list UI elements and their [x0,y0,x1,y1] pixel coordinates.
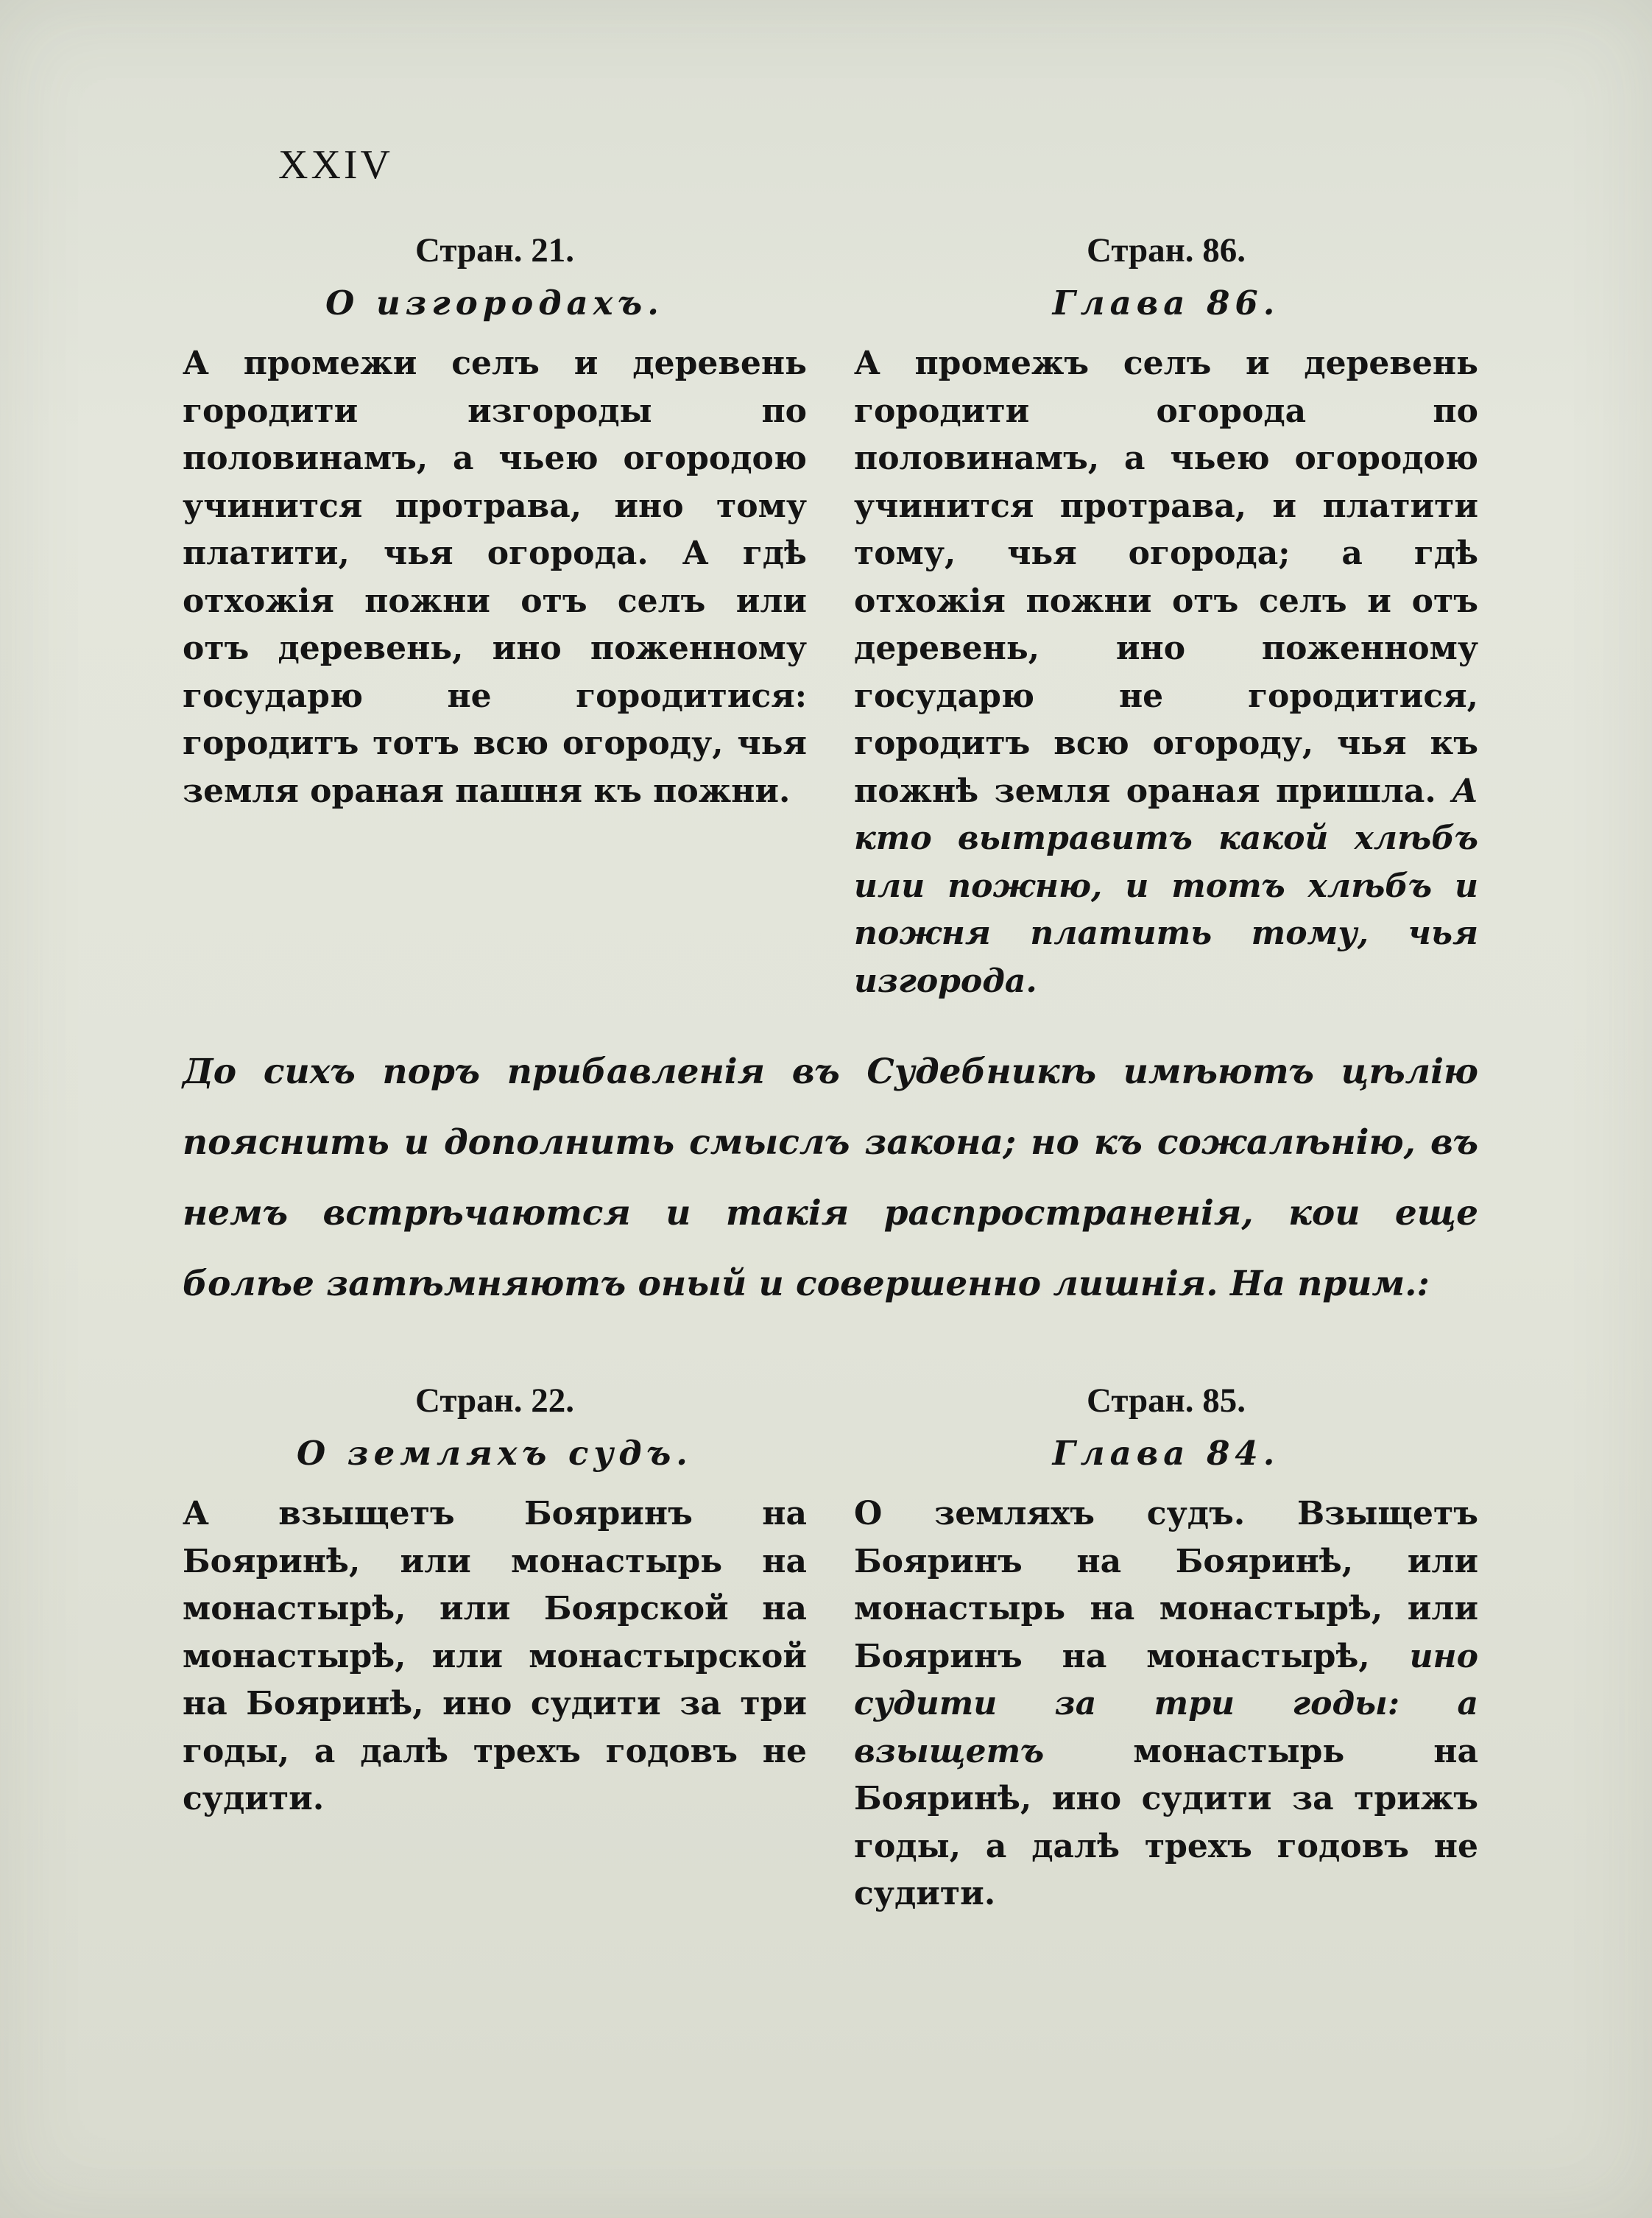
page-reference: Стран. 86. [1087,231,1246,270]
article-text-body: А промежи селъ и деревень городити изгороды по половинамъ, а чьею огородою учинится протрава, ино тому платити, чья огорода. А гдѣ отхожія пожни отъ селъ или отъ деревень, ино поженному государю не городитися: городитъ тотъ всю огороду, чья земля ораная пашня къ пожни. [183,345,807,810]
article-text-body: О земляхъ судъ. Взыщетъ Бояринъ на Бояринѣ, или монастырь на монастырѣ, или Бояринъ на монастырѣ, [854,1495,1478,1675]
article-text [183,1490,807,1823]
article-text-italic: ино судити за три годы: а взыщетъ [854,1637,1478,1770]
page-number: XXIV [278,142,393,188]
article-heading: О земляхъ судъ. [297,1434,693,1473]
page-reference: Стран. 22. [415,1381,574,1420]
page-reference: Стран. 21. [415,231,574,270]
left-column [183,224,807,1005]
commentary-paragraph: До сихъ поръ прибавленія въ Судебникѣ имѣютъ цѣлію пояснить и дополнить смыслъ закона; но къ сожалѣнію, въ немъ встрѣчаются и такія распространенія, кои еще болѣе затѣмняютъ оный и совершенно лишнія. На прим.: [183,1052,1478,1304]
page-reference: Стран. 85. [1087,1381,1246,1420]
article-heading: О изгородахъ. [325,284,664,323]
article-text-body: А взыщетъ Бояринъ на Бояринѣ, или монастырь на монастырѣ, или Боярской на монастырѣ, или монастырской на Бояринѣ, ино судити за три годы, а далѣ трехъ годовъ не судити. [183,1495,807,1817]
article-text-italic: А кто вытравитъ какой хлѣбъ или пожню, и тотъ хлѣбъ и пожня платить тому, чья изгорода. [854,772,1478,1000]
article-text-body: А промежъ селъ и деревень городити огорода по половинамъ, а чьею огородою учинится протрава, и платити тому, чья огорода; а гдѣ отхожія пожни отъ селъ и отъ деревень, ино поженному государю не городитися, городитъ всю огороду, чья къ пожнѣ земля ораная пришла. [854,345,1478,810]
right-column [854,1374,1478,1918]
left-column [183,1374,807,1918]
article-text [854,1490,1478,1918]
chapter-heading: Глава 86. [1052,284,1280,323]
comparison-section-1 [183,224,1478,1005]
article-text-end: монастырь на Бояринѣ, ино судити за трижъ годы, а далѣ трехъ годовъ не судити. [854,1732,1478,1912]
article-text [854,340,1478,1005]
comparison-section-2 [183,1374,1478,1918]
chapter-heading: Глава 84. [1052,1434,1280,1473]
right-column [854,224,1478,1005]
article-text [183,340,807,815]
